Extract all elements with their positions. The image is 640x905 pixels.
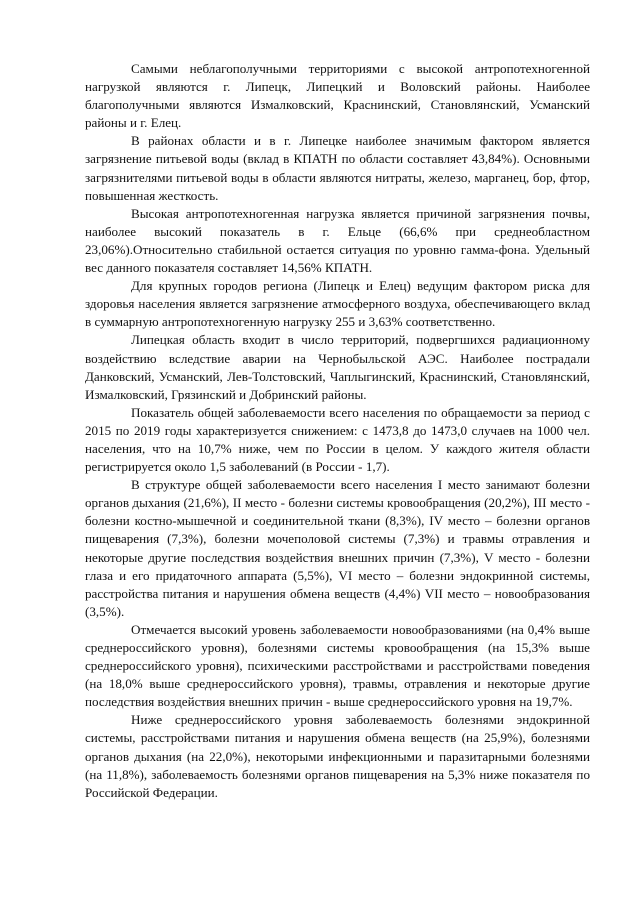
- paragraph-problem-territories: Самыми неблагополучными территориями с высокой антропотехногенной нагрузкой являются г. Липецк, Липецкий и Воловский районы. Наиболее благополучными являются Измалковский, Краснинский, Становлянский, Усманский районы и г. Елец.: [85, 61, 590, 131]
- paragraph-low-morbidity: Ниже среднероссийского уровня заболеваемость болезнями эндокринной системы, расстройствами питания и нарушения обмена веществ (на 25,9%), болезнями органов дыхания (на 22,0%), некоторыми инфекционными и паразитарными болезнями (на 11,8%), заболеваемость болезнями органов пищеварения на 5,3% ниже показателя по Российской Федерации.: [85, 712, 590, 800]
- paragraph-drinking-water: В районах области и в г. Липецке наиболее значимым фактором является загрязнение питьевой воды (вклад в КПАТН по области составляет 43,84%). Основными загрязнителями питьевой воды в области являются нитраты, железо, марганец, бор, фтор, повышенная жесткость.: [85, 133, 590, 203]
- paragraph-soil-pollution: Высокая антропотехногенная нагрузка является причиной загрязнения почвы, наиболее высокий показатель в г. Ельце (66,6% при среднеобластном 23,06%).Относительно стабильной остается ситуация по уровню гамма-фона. Удельный вес данного показателя составляет 14,56% КПАТН.: [85, 205, 590, 276]
- paragraph-general-morbidity: Показатель общей заболеваемости всего населения по обращаемости за период с 2015 по 2019 годы характеризуется снижением: с 1473,8 до 1473,0 случаев на 1000 чел. населения, что на 10,7% ниже, чем по России в целом. У каждого жителя области регистрируется около 1,5 заболеваний (в России - 1,7).: [85, 404, 590, 475]
- paragraph-high-morbidity: Отмечается высокий уровень заболеваемости новообразованиями (на 0,4% выше среднероссийского уровня), болезнями системы кровообращения (на 15,3% выше среднероссийского уровня), психическими расстройствами и расстройствами поведения (на 18,0% выше среднероссийского уровня), травмы, отравления и некоторые другие последствия воздействия внешних причин - выше среднероссийского уровня на 19,7%.: [85, 621, 590, 710]
- paragraph-chernobyl: Липецкая область входит в число территорий, подвергшихся радиационному воздействию вследствие аварии на Чернобыльской АЭС. Наиболее пострадали Данковский, Усманский, Лев-Толстовский, Чаплыгинский, Краснинский, Становлянский, Измалковский, Грязинский и Добринский районы.: [85, 332, 590, 402]
- paragraph-morbidity-structure: В структуре общей заболеваемости всего населения I место занимают болезни органов дыхания (21,6%), II место - болезни системы кровообращения (20,2%), III место - болезни костно-мышечной и соединительной ткани (8,3%), IV место – болезни органов пищеварения (7,3%), болезни мочеполовой системы (7,3%) и травмы отравления и некоторые другие последствия воздействия внешних причин (7,3%), V место - болезни глаза и его придаточного аппарата (5,5%), VI место – болезни эндокринной системы, расстройства питания и нарушения обмена веществ (4,4%) VII место – новообразования (3,5%).: [85, 477, 590, 619]
- document-page: [85, 60, 590, 802]
- paragraph-air-pollution: Для крупных городов региона (Липецк и Елец) ведущим фактором риска для здоровья населения является загрязнение атмосферного воздуха, обеспечивающего вклад в суммарную антропотехногенную нагрузку 255 и 3,63% соответственно.: [85, 278, 590, 330]
